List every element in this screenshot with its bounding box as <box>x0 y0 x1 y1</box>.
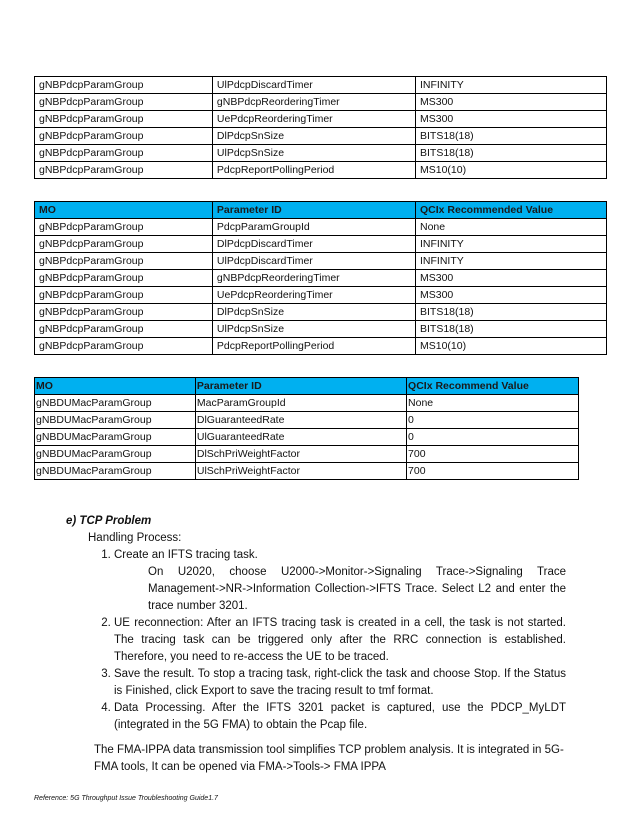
col-header-mo: MO <box>35 378 196 395</box>
table-cell: gNBPdcpParamGroup <box>35 111 213 128</box>
table-body <box>35 77 607 179</box>
table-cell: gNBPdcpParamGroup <box>35 321 213 338</box>
table-row <box>35 162 607 179</box>
table-cell: UlSchPriWeightFactor <box>195 463 406 480</box>
table-header-row <box>35 202 607 219</box>
table-cell: gNBPdcpParamGroup <box>35 287 213 304</box>
table-cell: DlPdcpSnSize <box>212 304 415 321</box>
table-cell: UlPdcpSnSize <box>212 321 415 338</box>
table-cell: UePdcpReorderingTimer <box>212 287 415 304</box>
section-subheading: Handling Process: <box>88 532 182 544</box>
table-row <box>35 128 607 145</box>
table-cell: gNBPdcpParamGroup <box>35 162 213 179</box>
table-row <box>35 111 607 128</box>
table-cell: INFINITY <box>415 253 606 270</box>
table-cell: gNBPdcpParamGroup <box>35 304 213 321</box>
table-row <box>35 253 607 270</box>
table-cell: INFINITY <box>415 77 606 94</box>
table-row <box>35 463 579 480</box>
table-cell: DlPdcpDiscardTimer <box>212 236 415 253</box>
table-cell: gNBDUMacParamGroup <box>35 412 196 429</box>
closing-paragraph: The FMA-IPPA data transmission tool simplifies TCP problem analysis. It is integrated in 5G-FMA tools, It can be opened via FMA->Tools-> FMA IPPA <box>94 744 564 773</box>
table-row <box>35 429 579 446</box>
table-cell: UlPdcpSnSize <box>212 145 415 162</box>
table-cell: DlSchPriWeightFactor <box>195 446 406 463</box>
table-row <box>35 395 579 412</box>
table-cell: UlPdcpDiscardTimer <box>212 253 415 270</box>
table-cell: gNBPdcpParamGroup <box>35 94 213 111</box>
table-cell: gNBPdcpParamGroup <box>35 236 213 253</box>
table-cell: DlPdcpSnSize <box>212 128 415 145</box>
table-cell: gNBPdcpParamGroup <box>35 253 213 270</box>
table-cell: UlGuaranteedRate <box>195 429 406 446</box>
table-row <box>35 338 607 355</box>
table-cell: gNBPdcpParamGroup <box>35 270 213 287</box>
table-row <box>35 321 607 338</box>
table-row <box>35 446 579 463</box>
table-cell: gNBPdcpParamGroup <box>35 145 213 162</box>
table-body <box>35 219 607 355</box>
table-cell: MS300 <box>415 270 606 287</box>
table-cell: DlGuaranteedRate <box>195 412 406 429</box>
table-cell: None <box>415 219 606 236</box>
table-cell: BITS18(18) <box>415 304 606 321</box>
table-row <box>35 145 607 162</box>
table-cell: MS300 <box>415 111 606 128</box>
step-title: 1. Create an IFTS tracing task. <box>114 549 258 561</box>
table-row <box>35 77 607 94</box>
table-cell: BITS18(18) <box>415 321 606 338</box>
table-cell: gNBPdcpParamGroup <box>35 219 213 236</box>
pdcp-param-table-continued <box>34 76 607 179</box>
table-cell: gNBDUMacParamGroup <box>35 429 196 446</box>
table-cell: MS10(10) <box>415 338 606 355</box>
section-heading: e) TCP Problem <box>66 515 152 527</box>
table-cell: gNBPdcpParamGroup <box>35 338 213 355</box>
table-cell: BITS18(18) <box>415 128 606 145</box>
table-cell: 0 <box>407 412 579 429</box>
col-header-mo: MO <box>35 202 213 219</box>
table-cell: None <box>407 395 579 412</box>
table-cell: PdcpReportPollingPeriod <box>212 162 415 179</box>
table-row <box>35 304 607 321</box>
steps-list <box>66 547 566 734</box>
table-cell: gNBDUMacParamGroup <box>35 463 196 480</box>
footer-reference: Reference: 5G Throughput Issue Troubleshooting Guide1.7 <box>34 795 218 802</box>
table-cell: 700 <box>407 463 579 480</box>
col-header-parameter-id: Parameter ID <box>195 378 406 395</box>
table-cell: 0 <box>407 429 579 446</box>
table-cell: PdcpParamGroupId <box>212 219 415 236</box>
list-item: 2. UE reconnection: After an IFTS tracing task is created in a cell, the task is not started. The tracing task can be triggered only after the RRC connection is established. Therefore, you need to re-access the UE to be traced. <box>114 615 566 666</box>
table-cell: BITS18(18) <box>415 145 606 162</box>
table-row <box>35 270 607 287</box>
table-cell: MS300 <box>415 287 606 304</box>
table-cell: UlPdcpDiscardTimer <box>212 77 415 94</box>
table-cell: PdcpReportPollingPeriod <box>212 338 415 355</box>
table-cell: gNBDUMacParamGroup <box>35 446 196 463</box>
pdcp-param-table <box>34 201 607 355</box>
table-row <box>35 219 607 236</box>
table-cell: gNBPdcpReorderingTimer <box>212 94 415 111</box>
col-header-parameter-id: Parameter ID <box>212 202 415 219</box>
mac-param-table <box>34 377 579 480</box>
table-row <box>35 287 607 304</box>
list-item: 4. Data Processing. After the IFTS 3201 packet is captured, use the PDCP_MyLDT (integrated in the 5G FMA) to obtain the Pcap file. <box>114 700 566 734</box>
table-cell: gNBDUMacParamGroup <box>35 395 196 412</box>
table-row <box>35 236 607 253</box>
col-header-recommend-value: QCIx Recommend Value <box>407 378 579 395</box>
table-cell: 700 <box>407 446 579 463</box>
col-header-recommended-value: QCIx Recommended Value <box>415 202 606 219</box>
table-cell: INFINITY <box>415 236 606 253</box>
table-cell: gNBPdcpParamGroup <box>35 128 213 145</box>
table-row <box>35 94 607 111</box>
tcp-problem-section <box>66 513 566 776</box>
table-body <box>35 395 579 480</box>
list-item <box>114 547 566 615</box>
table-cell: MS300 <box>415 94 606 111</box>
table-cell: gNBPdcpReorderingTimer <box>212 270 415 287</box>
step-detail: On U2020, choose U2000->Monitor->Signaling Trace->Signaling Trace Management->NR->Information Collection->IFTS Trace. Select L2 and enter the trace number 3201. <box>148 566 566 612</box>
list-item: 3. Save the result. To stop a tracing task, right-click the task and choose Stop. If the Status is Finished, click Export to save the tracing result to tmf format. <box>114 666 566 700</box>
table-cell: UePdcpReorderingTimer <box>212 111 415 128</box>
table-cell: gNBPdcpParamGroup <box>35 77 213 94</box>
table-header-row <box>35 378 579 395</box>
table-row <box>35 412 579 429</box>
table-cell: MS10(10) <box>415 162 606 179</box>
table-cell: MacParamGroupId <box>195 395 406 412</box>
